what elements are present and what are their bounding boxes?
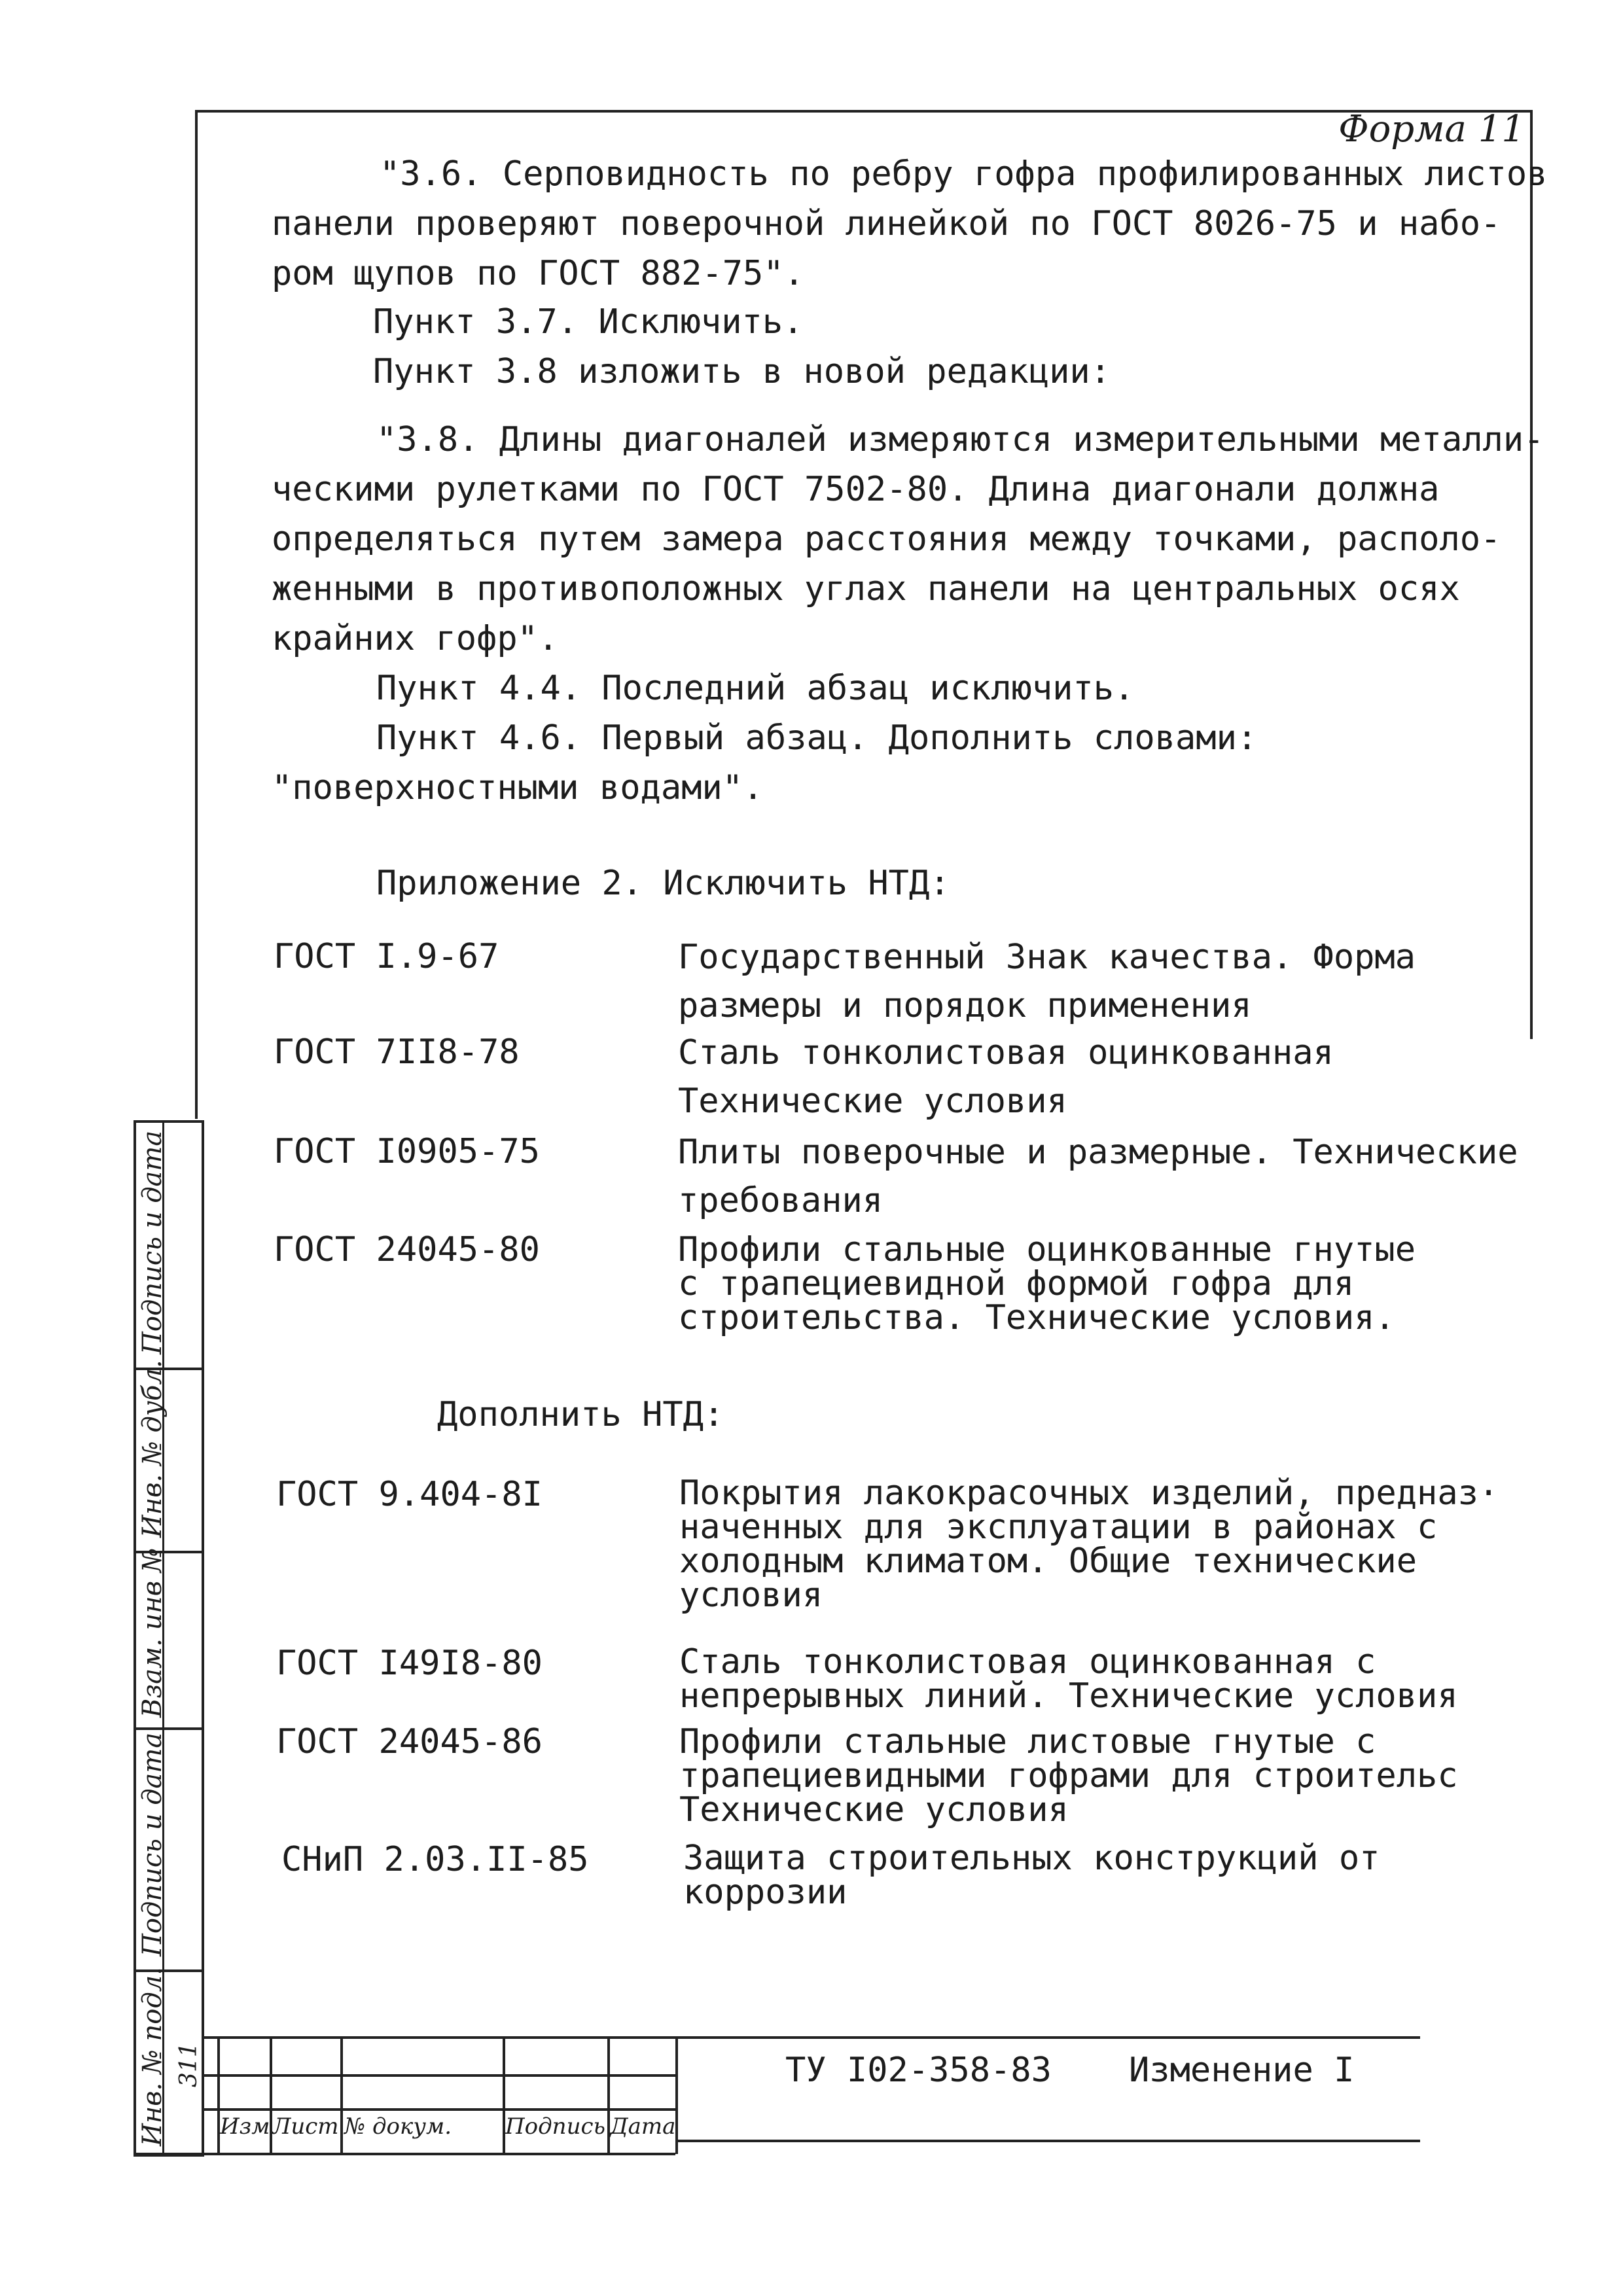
ntd-code: ГОСТ I.9-67 [274,937,499,976]
frame-right-line [1530,110,1533,1039]
ntd-description: Профили стальные листовые гнутые с трапециевидными гофрами для строительс Технические условия [679,1722,1458,1829]
tb-label-podpis: Подпись [505,2113,606,2140]
ntd-code: ГОСТ I49I8-80 [276,1644,543,1683]
side-inv-value: 311 [175,2042,202,2087]
text-line: Пункт 4.6. Первый абзац. Дополнить словами: [376,718,1258,758]
text-line: женными в противоположных углах панели на центральных осях [272,569,1460,609]
text-line: панели проверяют поверочной линейкой по ГОСТ 8026-75 и набо- [272,204,1501,243]
ntd-code: СНиП 2.03.II-85 [281,1840,589,1879]
text-line: "3.6. Серповидность по ребру гофра профилированных листов [380,154,1548,194]
text-line: ческими рулетками по ГОСТ 7502-80. Длина диагонали должна [272,470,1440,509]
ntd-code: ГОСТ 24045-86 [276,1722,543,1761]
ntd-description: Профили стальные оцинкованные гнутые с трапециевидной формой гофра для строительства. Технические условия. [678,1230,1416,1337]
text-line: Пункт 4.4. Последний абзац исключить. [376,669,1135,708]
text-line: крайних гофр". [272,619,559,658]
text-line: "3.8. Длины диагоналей измеряются измерительными металли- [376,420,1544,459]
ntd-description: Покрытия лакокрасочных изделий, предназ· наченных для эксплуатации в районах с холодным климатом. Общие технические условия [679,1474,1499,1615]
frame-left-line [195,110,198,1119]
doc-number: ТУ I02-358-83 [785,2051,1052,2090]
side-label-inv-dubl: Инв. № дубл. [137,1360,168,1538]
text-line: Пункт 3.7. Исключить. [373,302,804,342]
title-block-top-line [204,2036,1420,2039]
side-label-podpis-data-2: Подпись и дата [137,1732,168,1956]
title-block-bottom-line [675,2140,1420,2142]
ntd-code: ГОСТ 9.404-8I [276,1475,543,1514]
text-line: ром щупов по ГОСТ 882-75". [272,254,804,293]
tb-label-data: Дата [610,2113,676,2140]
ntd-description: Сталь тонколистовая оцинкованная Технические условия [678,1033,1334,1121]
tb-label-list: Лист [272,2113,339,2140]
ntd-description: Сталь тонколистовая оцинкованная с непрерывных линий. Технические условия [679,1642,1458,1716]
ntd-code: ГОСТ 24045-80 [274,1230,540,1269]
ntd-description: Защита строительных конструкций от коррозии [683,1839,1380,1912]
text-line: определяться путем замера расстояния между точками, располо- [272,520,1501,559]
add-heading: Дополнить НТД: [437,1395,724,1434]
title-block-col-line [675,2036,678,2154]
tb-label-izm: Изм [220,2113,270,2140]
title-block-row-line [204,2074,675,2077]
form-number: Форма 11 [1338,108,1525,150]
title-block-base-line [134,2153,675,2155]
side-stamp-divider [134,1727,204,1730]
text-line: Пункт 3.8 изложить в новой редакции: [373,352,1111,391]
frame-top-line [195,110,1533,113]
ntd-code: ГОСТ 7II8-78 [274,1033,520,1072]
ntd-code: ГОСТ I0905-75 [274,1132,540,1171]
side-label-inv-podl: Инв. № подл. [137,1967,168,2146]
title-block-row-line [204,2108,675,2111]
tb-label-dokum: № докум. [344,2113,452,2140]
side-label-podpis-data-1: Подпись и дата [137,1130,168,1354]
text-line: "поверхностными водами". [272,768,764,807]
title-block-col-line [340,2036,343,2154]
side-label-vzam-inv: Взам. инв № [137,1547,168,1718]
ntd-description: Плиты поверочные и размерные. Технические требования [678,1133,1518,1220]
appendix-heading: Приложение 2. Исключить НТД: [376,864,950,903]
change-label: Изменение I [1129,2051,1355,2090]
ntd-description: Государственный Знак качества. Форма размеры и порядок применения [678,938,1416,1025]
